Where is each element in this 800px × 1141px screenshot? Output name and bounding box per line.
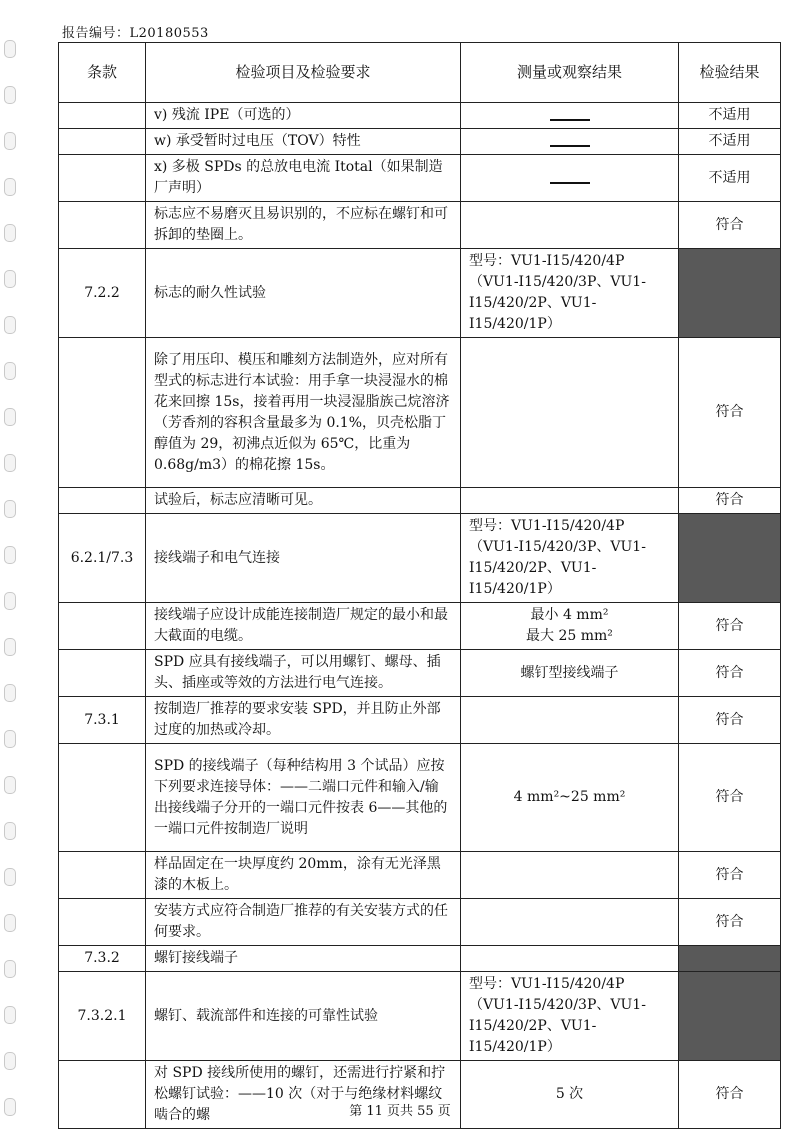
item-cell: 按制造厂推荐的要求安装 SPD，并且防止外部过度的加热或冷却。 (146, 697, 461, 744)
result-cell (461, 697, 679, 744)
result-cell: 型号：VU1-I15/420/4P（VU1-I15/420/3P、VU1-I15/420/2P、VU1-I15/420/1P） (461, 249, 679, 338)
item-cell: 接线端子应设计成能连接制造厂规定的最小和最大截面的电缆。 (146, 603, 461, 650)
table-row (59, 202, 781, 249)
binding-hole (4, 914, 16, 932)
binding-hole (4, 730, 16, 748)
table-row (59, 603, 781, 650)
clause-cell: 7.3.2 (59, 946, 146, 972)
verdict-cell: 符合 (679, 1061, 781, 1129)
table-row (59, 972, 781, 1061)
clause-cell (59, 744, 146, 852)
verdict-cell: 符合 (679, 852, 781, 899)
item-cell: v) 残流 IPE（可选的） (146, 103, 461, 129)
binding-hole (4, 86, 16, 104)
not-applicable-dash (550, 109, 590, 121)
item-cell: 试验后，标志应清晰可见。 (146, 488, 461, 514)
item-cell: 除了用压印、模压和雕刻方法制造外，应对所有型式的标志进行本试验：用手拿一块浸湿水的棉花来回擦 15s，接着再用一块浸湿脂族己烷溶济（芳香剂的容积含量最多为 0.1%，贝壳松脂丁醇值为 29，初沸点近似为 65℃，比重为 0.68g/m3）的棉花擦 15s。 (146, 338, 461, 488)
verdict-cell (679, 514, 781, 603)
table-row (59, 103, 781, 129)
verdict-cell (679, 249, 781, 338)
binding-hole (4, 270, 16, 288)
result-cell: 型号：VU1-I15/420/4P（VU1-I15/420/3P、VU1-I15/420/2P、VU1-I15/420/1P） (461, 514, 679, 603)
inspection-table (58, 42, 781, 1129)
item-cell: SPD 的接线端子（每种结构用 3 个试品）应按下列要求连接导体：——二端口元件和输入/输出接线端子分开的一端口元件按表 6——其他的一端口元件按制造厂说明 (146, 744, 461, 852)
clause-cell (59, 338, 146, 488)
binding-hole (4, 546, 16, 564)
binding-hole (4, 684, 16, 702)
item-cell: 安装方式应符合制造厂推荐的有关安装方式的任何要求。 (146, 899, 461, 946)
result-cell (461, 946, 679, 972)
binding-hole (4, 1052, 16, 1070)
table-row (59, 338, 781, 488)
binding-hole (4, 454, 16, 472)
verdict-cell: 符合 (679, 899, 781, 946)
binding-hole (4, 592, 16, 610)
item-cell: 样品固定在一块厚度约 20mm，涂有无光泽黑漆的木板上。 (146, 852, 461, 899)
binding-hole (4, 500, 16, 518)
item-cell: 标志的耐久性试验 (146, 249, 461, 338)
binding-hole (4, 132, 16, 150)
binding-hole (4, 362, 16, 380)
verdict-cell: 不适用 (679, 103, 781, 129)
item-cell: w) 承受暂时过电压（TOV）特性 (146, 129, 461, 155)
clause-cell (59, 129, 146, 155)
table-row (59, 488, 781, 514)
not-applicable-dash (550, 172, 590, 184)
clause-cell (59, 103, 146, 129)
binding-margin (0, 0, 22, 1141)
binding-hole (4, 638, 16, 656)
verdict-cell: 符合 (679, 488, 781, 514)
result-cell (461, 338, 679, 488)
header-verdict: 检验结果 (679, 43, 781, 103)
clause-cell (59, 155, 146, 202)
binding-hole (4, 316, 16, 334)
verdict-cell: 符合 (679, 697, 781, 744)
binding-hole (4, 960, 16, 978)
verdict-cell (679, 946, 781, 972)
binding-hole (4, 1006, 16, 1024)
result-cell: 5 次 (461, 1061, 679, 1129)
table-row (59, 744, 781, 852)
result-cell (461, 103, 679, 129)
header-item: 检验项目及检验要求 (146, 43, 461, 103)
verdict-cell: 符合 (679, 202, 781, 249)
item-cell: SPD 应具有接线端子，可以用螺钉、螺母、插头、插座或等效的方法进行电气连接。 (146, 650, 461, 697)
result-cell: 型号：VU1-I15/420/4P（VU1-I15/420/3P、VU1-I15/420/2P、VU1-I15/420/1P） (461, 972, 679, 1061)
result-cell (461, 155, 679, 202)
clause-cell (59, 899, 146, 946)
table-row (59, 514, 781, 603)
verdict-cell: 不适用 (679, 155, 781, 202)
clause-cell (59, 603, 146, 650)
item-cell: 对 SPD 接线所使用的螺钉，还需进行拧紧和拧松螺钉试验：——10 次（对于与绝缘材料螺纹啮合的螺 (146, 1061, 461, 1129)
clause-cell: 7.2.2 (59, 249, 146, 338)
result-cell (461, 899, 679, 946)
result-cell: 螺钉型接线端子 (461, 650, 679, 697)
result-cell: 4 mm²~25 mm² (461, 744, 679, 852)
verdict-cell: 不适用 (679, 129, 781, 155)
item-cell: x) 多极 SPDs 的总放电电流 Itotal（如果制造厂声明） (146, 155, 461, 202)
binding-hole (4, 178, 16, 196)
not-applicable-dash (550, 135, 590, 147)
clause-cell: 7.3.2.1 (59, 972, 146, 1061)
header-result: 测量或观察结果 (461, 43, 679, 103)
table-row (59, 155, 781, 202)
table-header-row (59, 43, 781, 103)
binding-hole (4, 776, 16, 794)
item-cell: 螺钉、载流部件和连接的可靠性试验 (146, 972, 461, 1061)
result-cell (461, 202, 679, 249)
verdict-cell: 符合 (679, 338, 781, 488)
table-row (59, 697, 781, 744)
table-row (59, 852, 781, 899)
binding-hole (4, 224, 16, 242)
verdict-cell: 符合 (679, 603, 781, 650)
clause-cell (59, 852, 146, 899)
table-row (59, 650, 781, 697)
result-cell (461, 488, 679, 514)
table-row (59, 899, 781, 946)
verdict-cell: 符合 (679, 650, 781, 697)
header-clause: 条款 (59, 43, 146, 103)
page-footer: 第 11 页共 55 页 (349, 1104, 451, 1119)
binding-hole (4, 40, 16, 58)
clause-cell (59, 488, 146, 514)
table-row (59, 946, 781, 972)
verdict-cell: 符合 (679, 744, 781, 852)
verdict-cell (679, 972, 781, 1061)
clause-cell: 7.3.1 (59, 697, 146, 744)
item-cell: 标志应不易磨灭且易识别的，不应标在螺钉和可拆卸的垫圈上。 (146, 202, 461, 249)
item-cell: 螺钉接线端子 (146, 946, 461, 972)
result-cell: 最小 4 mm² 最大 25 mm² (461, 603, 679, 650)
binding-hole (4, 868, 16, 886)
table-body (59, 103, 781, 1129)
clause-cell (59, 650, 146, 697)
result-cell (461, 129, 679, 155)
binding-hole (4, 408, 16, 426)
report-number: 报告编号：L20180553 (62, 26, 209, 41)
clause-cell: 6.2.1/7.3 (59, 514, 146, 603)
table-row (59, 129, 781, 155)
table-row (59, 249, 781, 338)
result-cell (461, 852, 679, 899)
item-cell: 接线端子和电气连接 (146, 514, 461, 603)
binding-hole (4, 822, 16, 840)
clause-cell (59, 202, 146, 249)
